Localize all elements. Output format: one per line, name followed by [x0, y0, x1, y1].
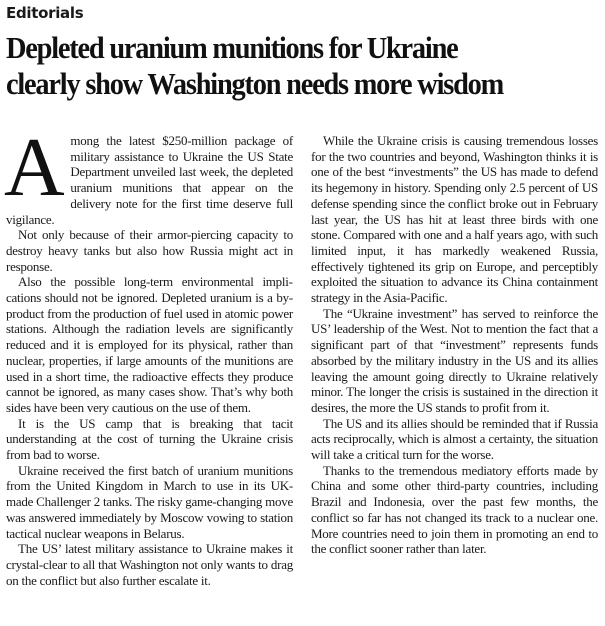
paragraph: The US and its allies should be reminded that if Russia acts reciprocally, which is almost a certainty, the situation will take a critical turn for the worse.: [311, 415, 598, 463]
drop-cap: A: [4, 121, 65, 214]
section-label: Editorials: [6, 4, 84, 22]
headline-line-1: Depleted uranium munitions for Ukraine: [6, 31, 458, 65]
paragraph: The “Ukraine investment” has served to reinforce the US’ leadership of the West. Not to mention the fact that a significant part of that “investment” represents funds absorbed by the military industry in the US and its allies leaving the amount going directly to Ukraine relatively minor. The longer the crisis is sustained in the direction it desires, the more the US stands to profit from it.: [311, 305, 598, 415]
paragraph: It is the US camp that is breaking that tacit understanding at the cost of turning the Ukraine crisis from bad to worse.: [6, 415, 293, 463]
paragraph: Ukraine received the first batch of uranium munitions from the United Kingdom in March to use in its UK-made Challenger 2 tanks. The risky game-changing move was answered immediately by Moscow vowing to station tactical nuclear weapons in Belarus.: [6, 462, 293, 541]
article-body: [4, 121, 598, 588]
paragraph: Also the possible long-term environmental implications should not be ignored. Depleted uranium is a by-product from the production of fuel used in atomic power stations. Although the radiation levels are significantly reduced and it is employed for its physical, rather than nuclear, properties, if large amounts of the munitions are used in a short time, the radioactive effects they produce cannot be ignored, as many cases show. That’s why both sides have been very cautious on the use of them.: [6, 274, 293, 415]
paragraph: While the Ukraine crisis is causing tremendous losses for the two countries and beyond, Washington thinks it is one of the best “investments” the US has made to defend its hegemony in history. Spending only 2.5 percent of US defense spending since the conflict broke out in February last year, the US has hit at least three birds with one stone. Compared with one and a half years ago, with such limited input, it has markedly weakened Russia, effectively tightened its grip on Europe, and perceptibly exploited the situation to advance its China containment strategy in the Asia-Pacific.: [311, 133, 598, 306]
headline: [6, 30, 564, 102]
paragraph: The US’ latest military assistance to Ukraine makes it crystal-clear to all that Washington not only wants to drag on the conflict but also further escalate it.: [6, 541, 293, 588]
paragraph-lead-text: mong the latest $250-million package of military assistance to Ukraine the US State Department unveiled last week, the depleted uranium munitions that appear on the delivery note for the first time deserve full vigilance.: [6, 133, 293, 227]
paragraph-lead: [4, 121, 293, 227]
right-column: [311, 133, 598, 588]
paragraph: Not only because of their armor-piercing capacity to destroy heavy tanks but also how Russia might act in response.: [6, 227, 293, 274]
paragraph: Thanks to the tremendous mediatory efforts made by China and some other third-party countries, including Brazil and Indonesia, over the past few months, the conflict so far has not changed its track to a nuclear one. More countries need to join them in promoting an end to the conflict sooner rather than later.: [311, 462, 598, 557]
left-column: [4, 121, 293, 588]
headline-line-2: clearly show Washington needs more wisdom: [6, 67, 504, 101]
